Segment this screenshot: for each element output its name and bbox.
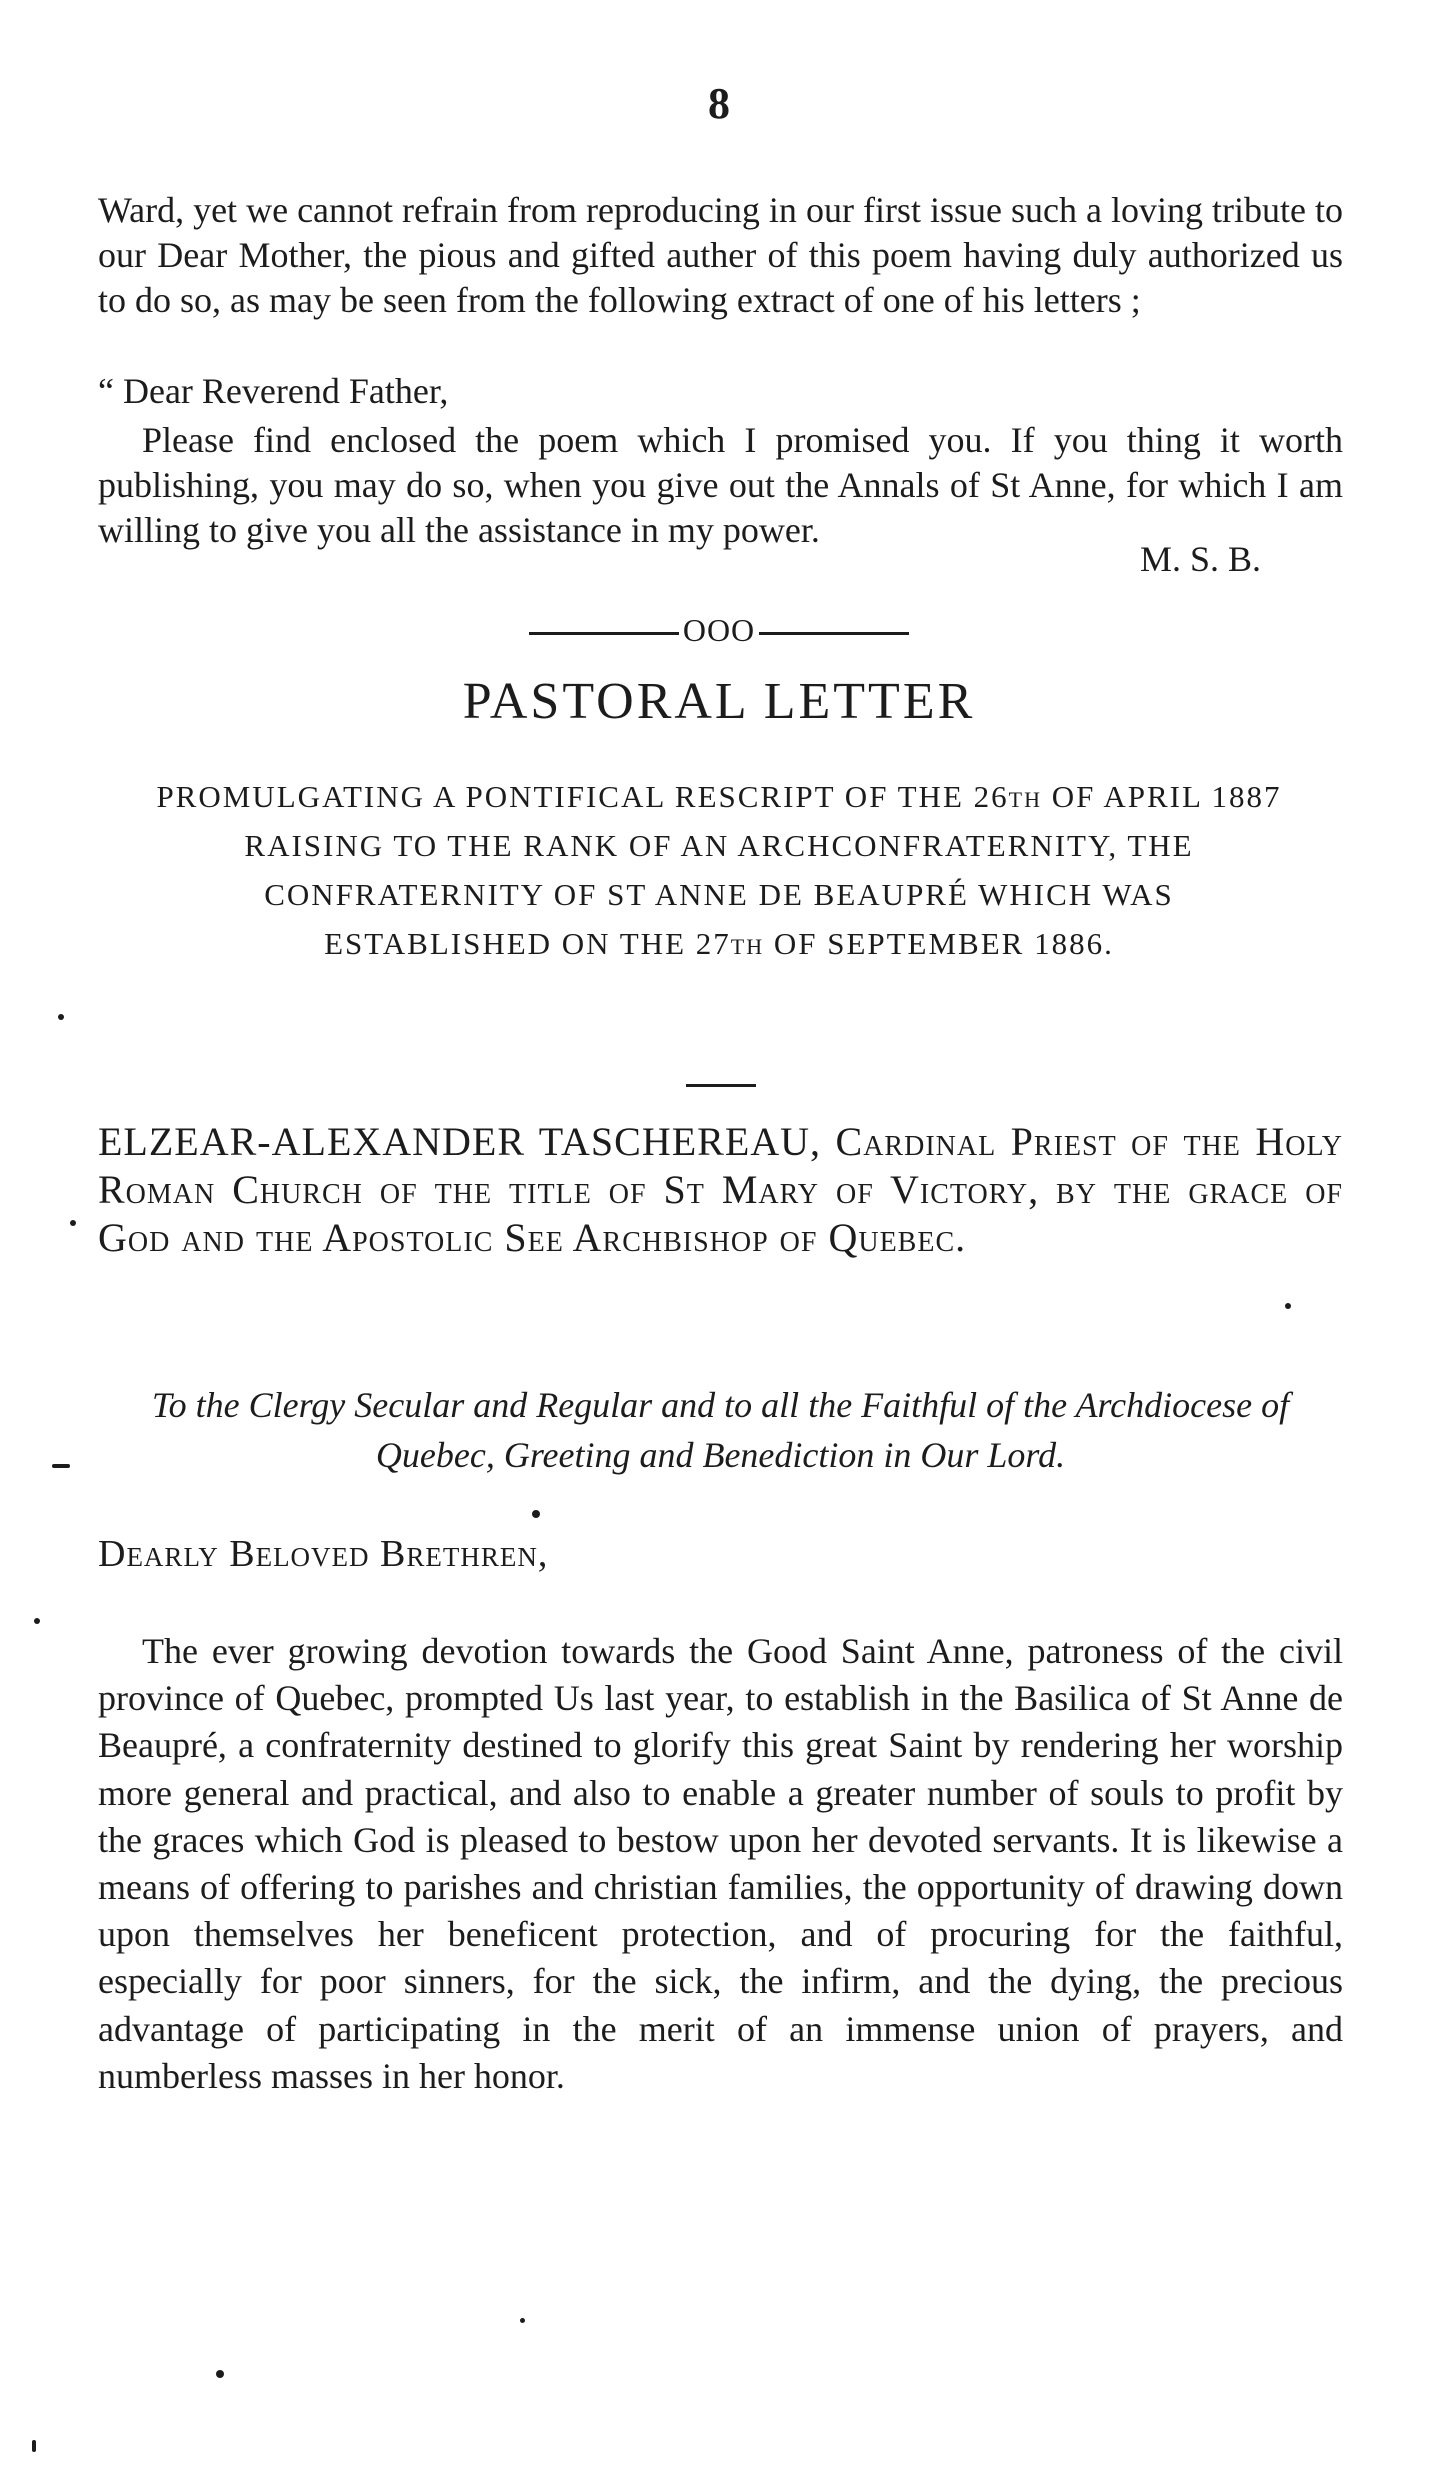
- scan-speck: [70, 1220, 76, 1226]
- page-number: 8: [708, 79, 730, 128]
- divider-label: OOO: [682, 612, 756, 648]
- pastoral-letter-title: PASTORAL LETTER: [462, 673, 976, 730]
- letter-body: Please find enclosed the poem which I promised you. If you thing it worth publishing, you may do so, when you give out the Annals of St Anne, for which I am willing to give you all the assistance in my power.: [98, 420, 1343, 550]
- address-line: To the Clergy Secular and Regular and to all the Faithful of the Archdiocese of Quebec, Greeting and Benediction in Our Lord.: [151, 1385, 1290, 1475]
- section-divider: [0, 612, 1438, 649]
- scan-speck: [532, 1510, 540, 1518]
- issuer-heading: ELZEAR-ALEXANDER TASCHEREAU, Cardinal Priest of the Holy Roman Church of the title of St Mary of Victory, by the grace of God and the Apostolic See Archbishop of Quebec.: [98, 1119, 1343, 1260]
- scan-speck: [1285, 1303, 1291, 1309]
- scan-speck: [216, 2370, 224, 2378]
- body-paragraph: The ever growing devotion towards the Good Saint Anne, patroness of the civil province of Quebec, prompted Us last year, to establish in the Basilica of St Anne de Beaupré, a confraternity destined to glorify this great Saint by rendering her worship more general and practical, and also to enable a greater number of souls to profit by the graces which God is pleased to bestow upon her devoted servants. It is likewise a means of offering to parishes and christian families, the opportunity of drawing down upon themselves her beneficent protection, and of procuring for the faithful, especially for poor sinners, for the sick, the infirm, and the dying, the precious advantage of participating in the merit of an immense union of prayers, and numberless masses in her honor.: [98, 1631, 1343, 2096]
- salutation: Dearly Beloved Brethren,: [98, 1533, 549, 1575]
- scan-speck: [52, 1464, 70, 1468]
- scan-speck: [58, 1014, 64, 1020]
- letter-signature: M. S. B.: [1140, 539, 1262, 579]
- intro-paragraph: Ward, yet we cannot refrain from reproducing in our first issue such a loving tribute to our Dear Mother, the pious and gifted auther of this poem having duly authorized us to do so, as may be seen from the following extract of one of his letters ;: [98, 190, 1343, 320]
- pastoral-letter-subtitle: PROMULGATING A PONTIFICAL RESCRIPT OF THE 26th OF APRIL 1887 RAISING TO THE RANK OF AN ARCHCONFRATERNITY, THE CONFRATERNITY OF ST ANNE DE BEAUPRÉ WHICH WAS ESTABLISHED ON THE 27th OF SEPTEMBER 1886.: [156, 779, 1282, 961]
- divider-rule-right: [759, 632, 909, 635]
- scan-speck: [34, 1618, 40, 1624]
- divider-rule-left: [529, 632, 679, 635]
- letter-greeting: “ Dear Reverend Father,: [98, 371, 449, 411]
- scan-speck: [32, 2440, 36, 2452]
- scan-speck: [520, 2318, 525, 2323]
- short-divider-rule: [686, 1084, 756, 1087]
